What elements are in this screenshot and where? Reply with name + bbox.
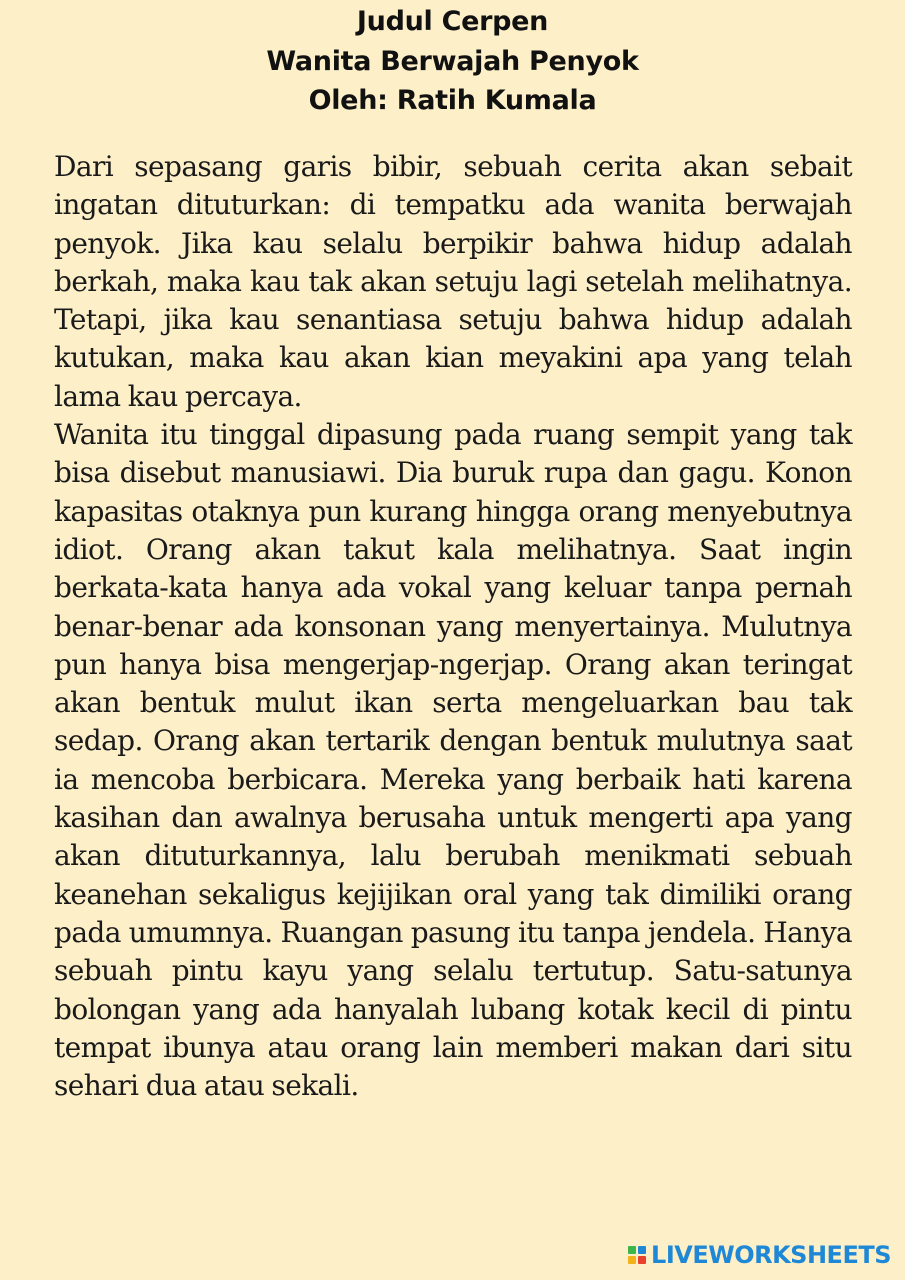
story-header [0, 2, 905, 121]
heading-label: Judul Cerpen [356, 6, 549, 37]
liveworksheets-logo-icon [628, 1246, 646, 1264]
watermark-text: LIVEWORKSHEETS [651, 1241, 891, 1269]
story-author: Oleh: Ratih Kumala [308, 85, 597, 116]
story-title: Wanita Berwajah Penyok [266, 45, 639, 77]
story-paragraph-1: Dari sepasang garis bibir, sebuah cerita akan sebait ingatan dituturkan: di tempatku ada wanita berwajah penyok. Jika kau selalu berpikir bahwa hidup adalah berkah, maka kau tak akan setuju lagi setelah melihatnya. Tetapi, jika kau senantiasa setuju bahwa hidup adalah kutukan, maka kau akan kian meyakini apa yang telah lama kau percaya. [54, 150, 852, 413]
story-paragraph-2: Wanita itu tinggal dipasung pada ruang sempit yang tak bisa disebut manusiawi. Dia buruk rupa dan gagu. Konon kapasitas otaknya pun kurang hingga orang menyebutnya idiot. Orang akan takut kala melihatnya. Saat ingin berkata-kata hanya ada vokal yang keluar tanpa pernah benar-benar ada konsonan yang menyertainya. Mulutnya pun hanya bisa mengerjap-ngerjap. Orang akan teringat akan bentuk mulut ikan serta mengeluarkan bau tak sedap. Orang akan tertarik dengan bentuk mulutnya saat ia mencoba berbicara. Mereka yang berbaik hati karena kasihan dan awalnya berusaha untuk mengerti apa yang akan dituturkannya, lalu berubah menikmati sebuah keanehan sekaligus kejijikan oral yang tak dimiliki orang pada umumnya. Ruangan pasung itu tanpa jendela. Hanya sebuah pintu kayu yang selalu tertutup. Satu-satunya bolongan yang ada hanyalah lubang kotak kecil di pintu tempat ibunya atau orang lain memberi makan dari situ sehari dua atau sekali. [54, 418, 852, 1103]
story-body [54, 148, 852, 1105]
liveworksheets-watermark [628, 1242, 891, 1268]
